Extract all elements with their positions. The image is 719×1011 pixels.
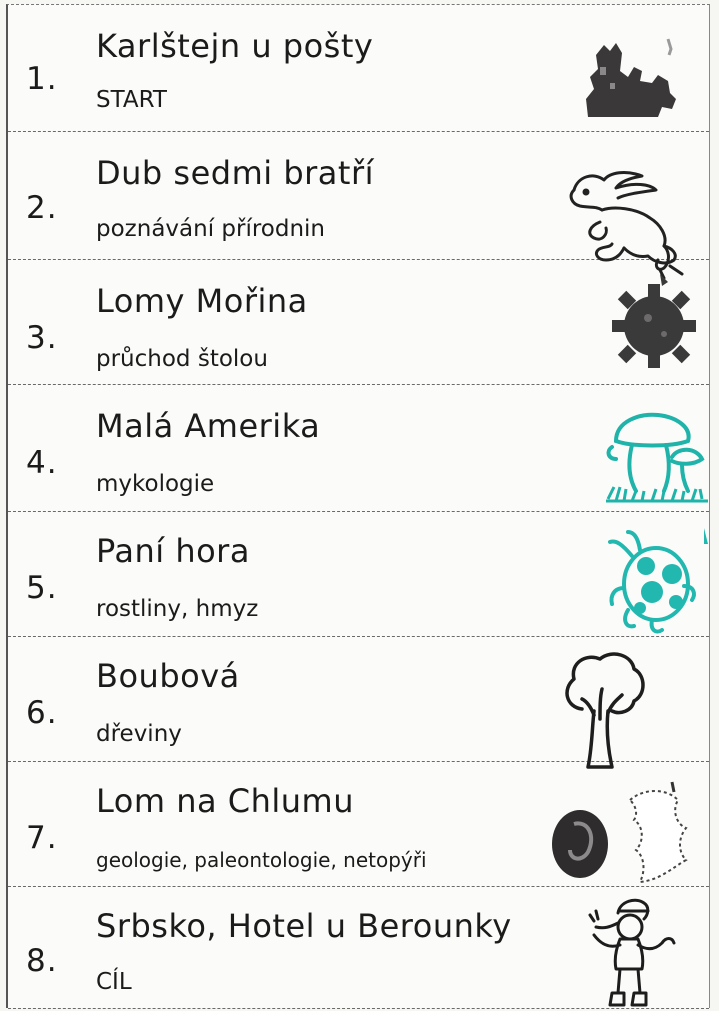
stop-subtitle: rostliny, hmyz: [96, 596, 259, 622]
hiker-icon: [574, 893, 684, 1009]
list-item: [8, 260, 709, 385]
stop-number: 3.: [26, 320, 58, 356]
stop-number: 6.: [26, 695, 58, 731]
castle-icon: [580, 37, 680, 119]
fossil-bat-icon: [548, 780, 712, 892]
stop-number: 2.: [26, 190, 58, 226]
list-item: [8, 762, 709, 887]
stop-title: Lomy Mořina: [96, 282, 308, 320]
stop-number: 7.: [26, 820, 58, 856]
stop-subtitle: dřeviny: [96, 721, 182, 747]
stop-subtitle: START: [96, 87, 167, 113]
list-item: [8, 512, 709, 637]
list-item: [8, 887, 709, 1009]
list-item: [8, 385, 709, 512]
stop-title: Malá Amerika: [96, 407, 321, 445]
ladybug-icon: [592, 526, 710, 638]
stop-subtitle: mykologie: [96, 471, 215, 497]
stop-number: 8.: [26, 943, 58, 979]
stop-subtitle: CÍL: [96, 969, 132, 995]
list-item: [8, 5, 709, 132]
stop-subtitle: geologie, paleontologie, netopýři: [96, 848, 427, 872]
stop-title: Dub sedmi bratří: [96, 154, 374, 192]
stop-number: 1.: [26, 61, 58, 97]
mushroom-icon: [602, 407, 712, 505]
stop-number: 5.: [26, 570, 58, 606]
stop-title: Karlštejn u pošty: [96, 27, 374, 65]
list-item: [8, 132, 709, 260]
stop-title: Paní hora: [96, 532, 250, 570]
tree-icon: [560, 649, 648, 771]
stop-title: Boubová: [96, 657, 240, 695]
list-item: [8, 637, 709, 762]
stop-subtitle: poznávání přírodnin: [96, 216, 326, 242]
stop-number: 4.: [26, 445, 58, 481]
stop-title: Lom na Chlumu: [96, 782, 354, 820]
trail-stops-sheet: [6, 4, 710, 1008]
stop-subtitle: průchod štolou: [96, 346, 268, 372]
stop-title: Srbsko, Hotel u Berounky: [96, 907, 512, 945]
gear-icon: [608, 272, 700, 372]
